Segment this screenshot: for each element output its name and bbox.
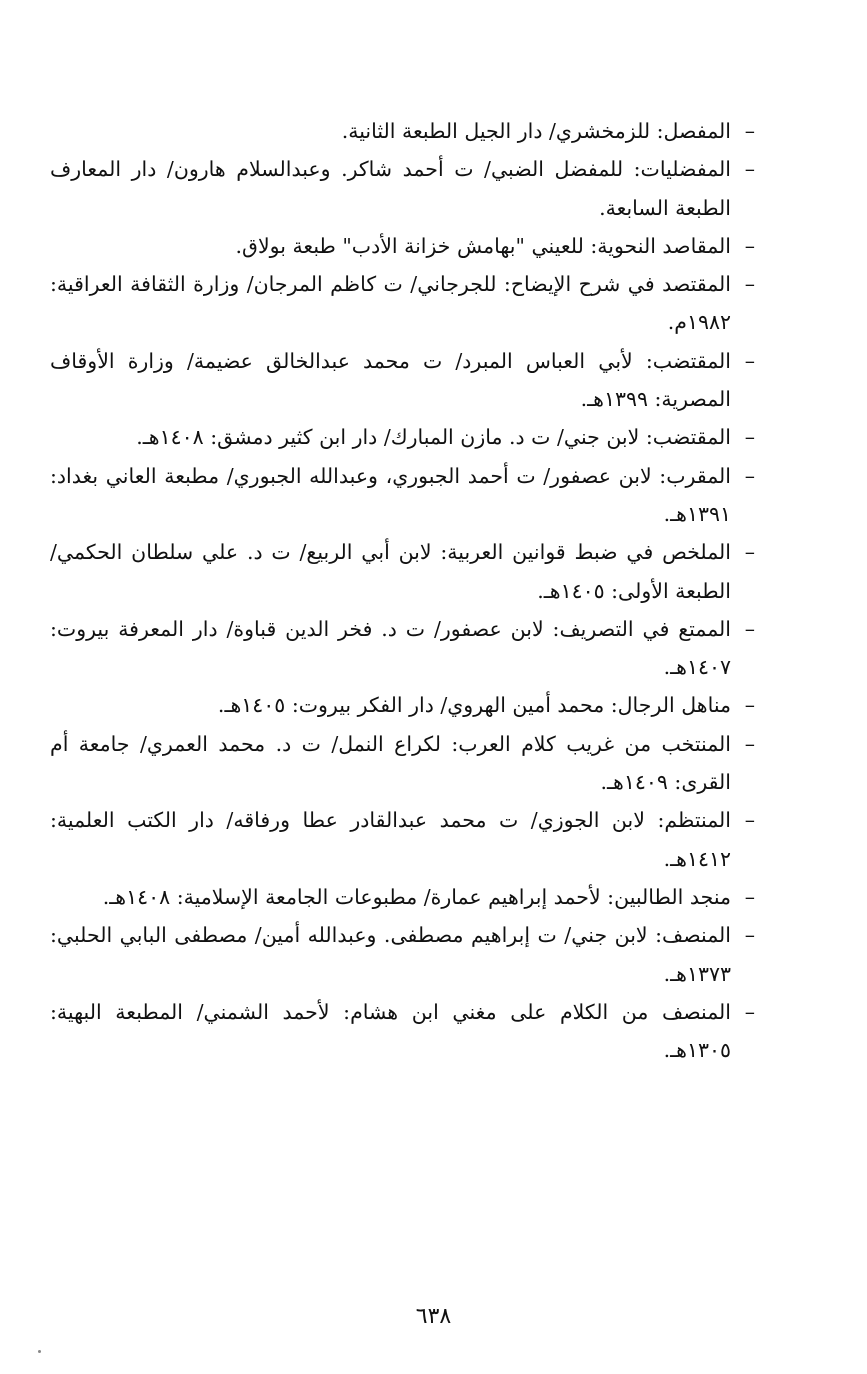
entry-text: المقتضب: لابن جني/ ت د. مازن المبارك/ دار ابن كثير دمشق: ١٤٠٨هـ. [136, 425, 731, 450]
scan-speck [38, 1350, 41, 1353]
entry-text: المقتصد في شرح الإيضاح: للجرجاني/ ت كاظم المرجان/ وزارة الثقافة العراقية: ١٩٨٢م. [50, 272, 731, 335]
page-number: ٦٣٨ [415, 1304, 452, 1329]
entry-dash: – [744, 923, 755, 948]
entry-text: المفضليات: للمفضل الضبي/ ت أحمد شاكر. وعبدالسلام هارون/ دار المعارف الطبعة السابعة. [50, 157, 731, 220]
bibliography-entry [50, 265, 755, 342]
entry-text: المنصف: لابن جني/ ت إبراهيم مصطفى. وعبدالله أمين/ مصطفى البابي الحلبي: ١٣٧٣هـ. [50, 923, 731, 986]
entry-dash: – [744, 233, 755, 258]
entry-dash: – [744, 731, 755, 756]
bibliography-entry [50, 801, 755, 878]
bibliography-entry [50, 342, 755, 419]
bibliography-entry [50, 112, 755, 150]
entry-dash: – [744, 616, 755, 641]
entry-dash: – [744, 272, 755, 297]
entry-dash: – [744, 999, 755, 1024]
entry-text: منجد الطالبين: لأحمد إبراهيم عمارة/ مطبوعات الجامعة الإسلامية: ١٤٠٨هـ. [102, 884, 731, 909]
bibliography-entry [50, 610, 755, 687]
bibliography-entry [50, 916, 755, 993]
bibliography-entry [50, 686, 755, 724]
entry-text: المقتضب: لأبي العباس المبرد/ ت محمد عبدالخالق عضيمة/ وزارة الأوقاف المصرية: ١٣٩٩هـ. [50, 348, 731, 412]
bibliography-entry [50, 993, 755, 1070]
bibliography-entry [50, 227, 755, 265]
entry-text: المقاصد النحوية: للعيني "بهامش خزانة الأدب" طبعة بولاق. [235, 233, 731, 258]
bibliography-entry [50, 150, 755, 227]
entry-dash: – [744, 425, 755, 450]
entry-text: الممتع في التصريف: لابن عصفور/ ت د. فخر الدين قباوة/ دار المعرفة بيروت: ١٤٠٧هـ. [50, 616, 731, 680]
bibliography-list [50, 112, 755, 1069]
entry-text: المفصل: للزمخشري/ دار الجيل الطبعة الثانية. [341, 119, 731, 143]
entry-text: المقرب: لابن عصفور/ ت أحمد الجبوري، وعبدالله الجبوري/ مطبعة العاني بغداد: ١٣٩١هـ. [50, 463, 731, 526]
bibliography-entry [50, 418, 755, 456]
entry-text: المنصف من الكلام على مغني ابن هشام: لأحمد الشمني/ المطبعة البهية: ١٣٠٥هـ. [50, 999, 731, 1063]
entry-dash: – [744, 884, 755, 909]
bibliography-entry [50, 878, 755, 916]
bibliography-entry [50, 533, 755, 610]
entry-dash: – [744, 463, 755, 488]
entry-dash: – [744, 348, 755, 373]
entry-text: المنتظم: لابن الجوزي/ ت محمد عبدالقادر عطا ورفاقه/ دار الكتب العلمية: ١٤١٢هـ. [50, 808, 731, 871]
entry-text: الملخص في ضبط قوانين العربية: لابن أبي الربيع/ ت د. علي سلطان الحكمي/ الطبعة الأولى: ١٤٠٥هـ. [50, 540, 731, 603]
entry-dash: – [744, 157, 755, 182]
entry-dash: – [744, 693, 755, 718]
entry-dash: – [744, 808, 755, 833]
entry-dash: – [744, 540, 755, 565]
bibliography-entry [50, 725, 755, 802]
entry-text: المنتخب من غريب كلام العرب: لكراع النمل/ ت د. محمد العمري/ جامعة أم القرى: ١٤٠٩هـ. [50, 731, 731, 795]
entry-text: مناهل الرجال: محمد أمين الهروي/ دار الفكر بيروت: ١٤٠٥هـ. [217, 693, 731, 718]
entry-dash: – [744, 119, 755, 143]
bibliography-entry [50, 457, 755, 534]
